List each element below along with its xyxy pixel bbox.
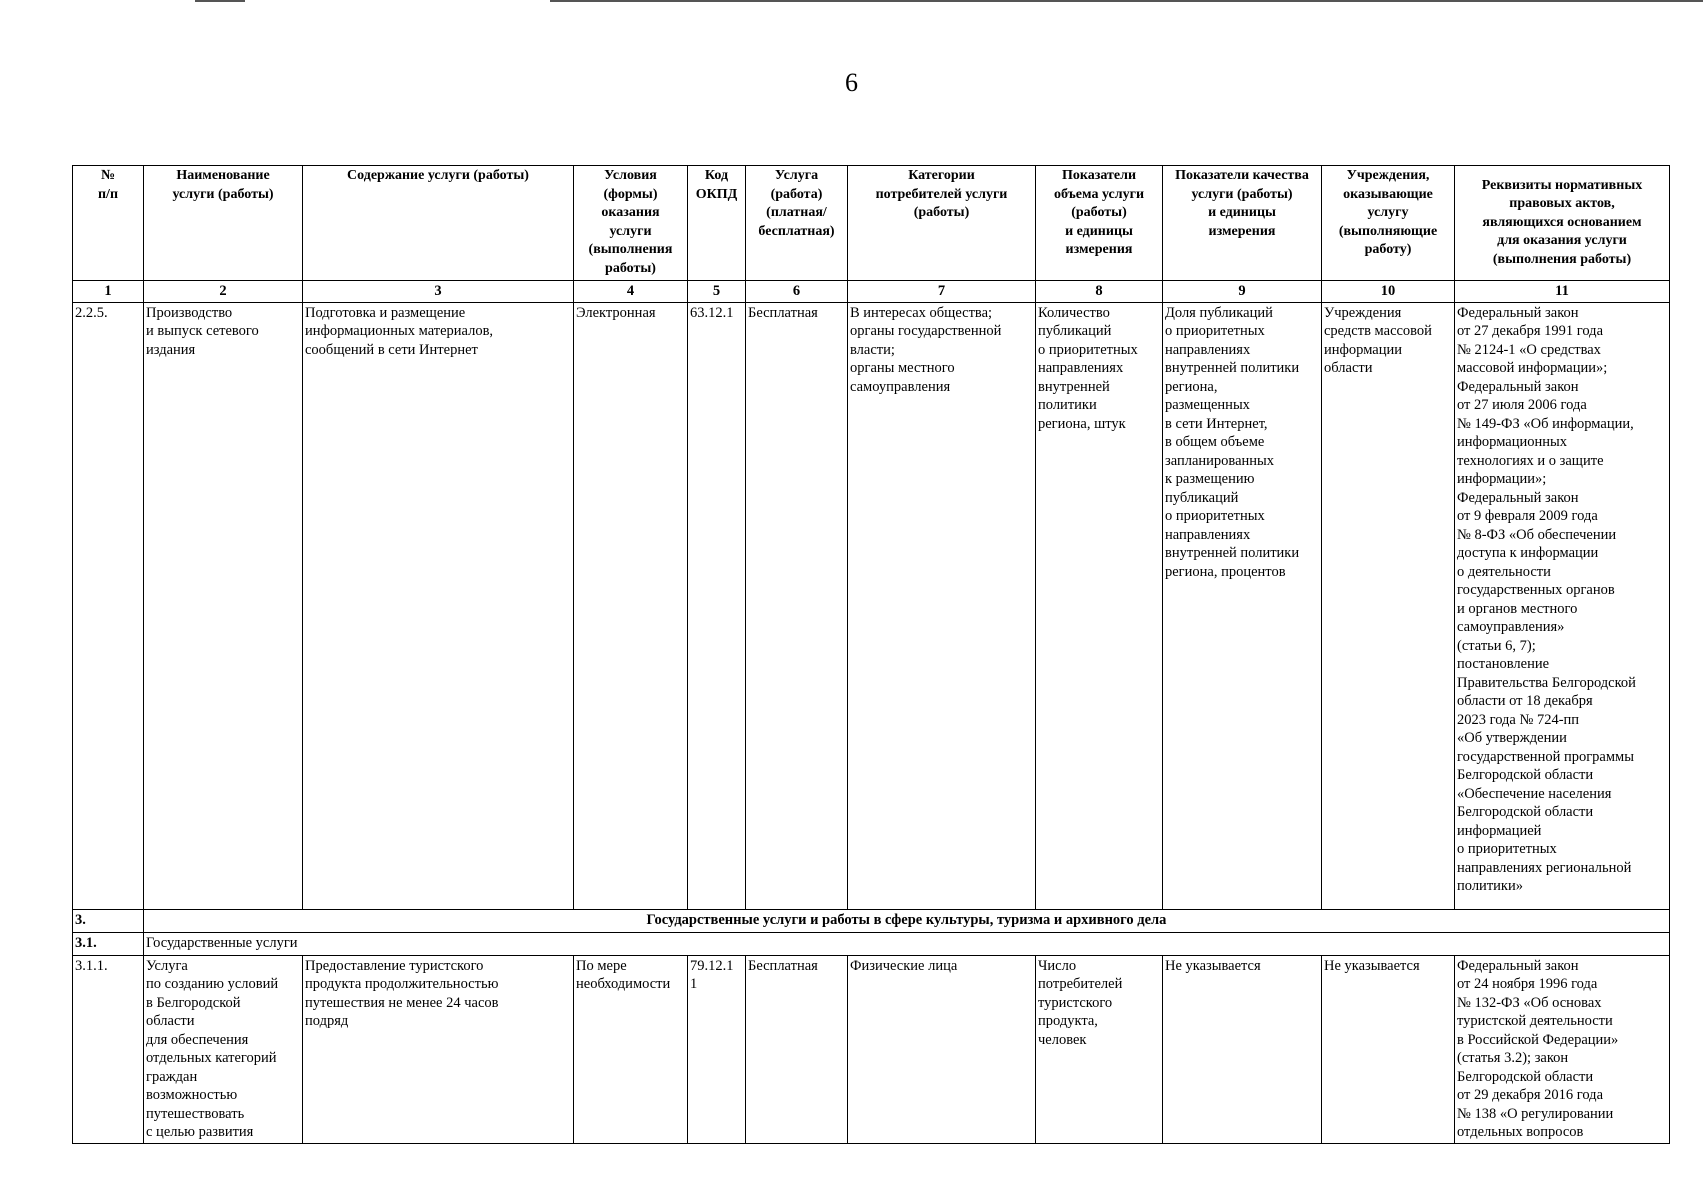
- cell-volume: Количество публикаций о приоритетных направлениях внутренней политики региона, штук: [1036, 302, 1163, 909]
- column-number: 6: [746, 281, 848, 303]
- column-number: 1: [73, 281, 144, 303]
- column-number: 10: [1322, 281, 1455, 303]
- header-cell-number: № п/п: [73, 166, 144, 281]
- cell-name: Производство и выпуск сетевого издания: [144, 302, 303, 909]
- cell-consumers: Физические лица: [848, 955, 1036, 1143]
- cell-paid: Бесплатная: [746, 955, 848, 1143]
- services-table: [72, 165, 1670, 1144]
- section-title: Государственные услуги и работы в сфере культуры, туризма и архивного дела: [144, 909, 1670, 932]
- column-number: 7: [848, 281, 1036, 303]
- cell-content: Предоставление туристского продукта продолжительностью путешествия не менее 24 часов подряд: [303, 955, 574, 1143]
- cell-institutions: Не указывается: [1322, 955, 1455, 1143]
- section-row: [73, 909, 1670, 932]
- column-number: 8: [1036, 281, 1163, 303]
- column-number: 9: [1163, 281, 1322, 303]
- subsection-row: [73, 932, 1670, 955]
- cell-legal-acts: Федеральный закон от 24 ноября 1996 года № 132-ФЗ «Об основах туристской деятельности в Российской Федерации» (статья 3.2); закон Белгородской области от 29 декабря 2016 года № 138 «О регулировании отдельных вопросов: [1455, 955, 1670, 1143]
- header-cell-quality: Показатели качества услуги (работы) и единицы измерения: [1163, 166, 1322, 281]
- scan-artifact-line: [550, 0, 1703, 2]
- header-row: [73, 166, 1670, 281]
- cell-conditions: По мере необходимости: [574, 955, 688, 1143]
- header-cell-conditions: Условия (формы) оказания услуги (выполнения работы): [574, 166, 688, 281]
- cell-paid: Бесплатная: [746, 302, 848, 909]
- table-row: [73, 955, 1670, 1143]
- header-cell-consumers: Категории потребителей услуги (работы): [848, 166, 1036, 281]
- column-number: 3: [303, 281, 574, 303]
- page-number: 6: [845, 68, 858, 97]
- header-cell-name: Наименование услуги (работы): [144, 166, 303, 281]
- cell-okpd: 63.12.1: [688, 302, 746, 909]
- cell-consumers: В интересах общества; органы государственной власти; органы местного самоуправления: [848, 302, 1036, 909]
- cell-content: Подготовка и размещение информационных материалов, сообщений в сети Интернет: [303, 302, 574, 909]
- cell-quality: Не указывается: [1163, 955, 1322, 1143]
- column-number: 2: [144, 281, 303, 303]
- header-cell-okpd: Код ОКПД: [688, 166, 746, 281]
- header-cell-content: Содержание услуги (работы): [303, 166, 574, 281]
- column-number-row: [73, 281, 1670, 303]
- cell-institutions: Учреждения средств массовой информации области: [1322, 302, 1455, 909]
- header-cell-legal-acts: Реквизиты нормативных правовых актов, являющихся основанием для оказания услуги (выполнения работы): [1455, 166, 1670, 281]
- subsection-title: Государственные услуги: [144, 932, 1670, 955]
- cell-volume: Число потребителей туристского продукта, человек: [1036, 955, 1163, 1143]
- cell-number: 2.2.5.: [73, 302, 144, 909]
- column-number: 5: [688, 281, 746, 303]
- scan-artifact-line: [195, 0, 245, 2]
- column-number: 4: [574, 281, 688, 303]
- header-cell-paid: Услуга (работа) (платная/ бесплатная): [746, 166, 848, 281]
- header-cell-institutions: Учреждения, оказывающие услугу (выполняющие работу): [1322, 166, 1455, 281]
- cell-conditions: Электронная: [574, 302, 688, 909]
- table-row: [73, 302, 1670, 909]
- cell-okpd: 79.12.1 1: [688, 955, 746, 1143]
- cell-number: 3.1.1.: [73, 955, 144, 1143]
- subsection-number: 3.1.: [73, 932, 144, 955]
- section-number: 3.: [73, 909, 144, 932]
- header-cell-volume: Показатели объема услуги (работы) и единицы измерения: [1036, 166, 1163, 281]
- cell-quality: Доля публикаций о приоритетных направлениях внутренней политики региона, размещенных в сети Интернет, в общем объеме запланированных к размещению публикаций о приоритетных направлениях внутренней политики региона, процентов: [1163, 302, 1322, 909]
- cell-legal-acts: Федеральный закон от 27 декабря 1991 года № 2124-1 «О средствах массовой информации»; Федеральный закон от 27 июля 2006 года № 149-ФЗ «Об информации, информационных технологиях и о защите информации»; Федеральный закон от 9 февраля 2009 года № 8-ФЗ «Об обеспечении доступа к информации о деятельности государственных органов и органов местного самоуправления» (статьи 6, 7); постановление Правительства Белгородской области от 18 декабря 2023 года № 724-пп «Об утверждении государственной программы Белгородской области «Обеспечение населения Белгородской области информацией о приоритетных направлениях региональной политики»: [1455, 302, 1670, 909]
- cell-name: Услуга по созданию условий в Белгородской области для обеспечения отдельных категорий граждан возможностью путешествовать с целью развития: [144, 955, 303, 1143]
- column-number: 11: [1455, 281, 1670, 303]
